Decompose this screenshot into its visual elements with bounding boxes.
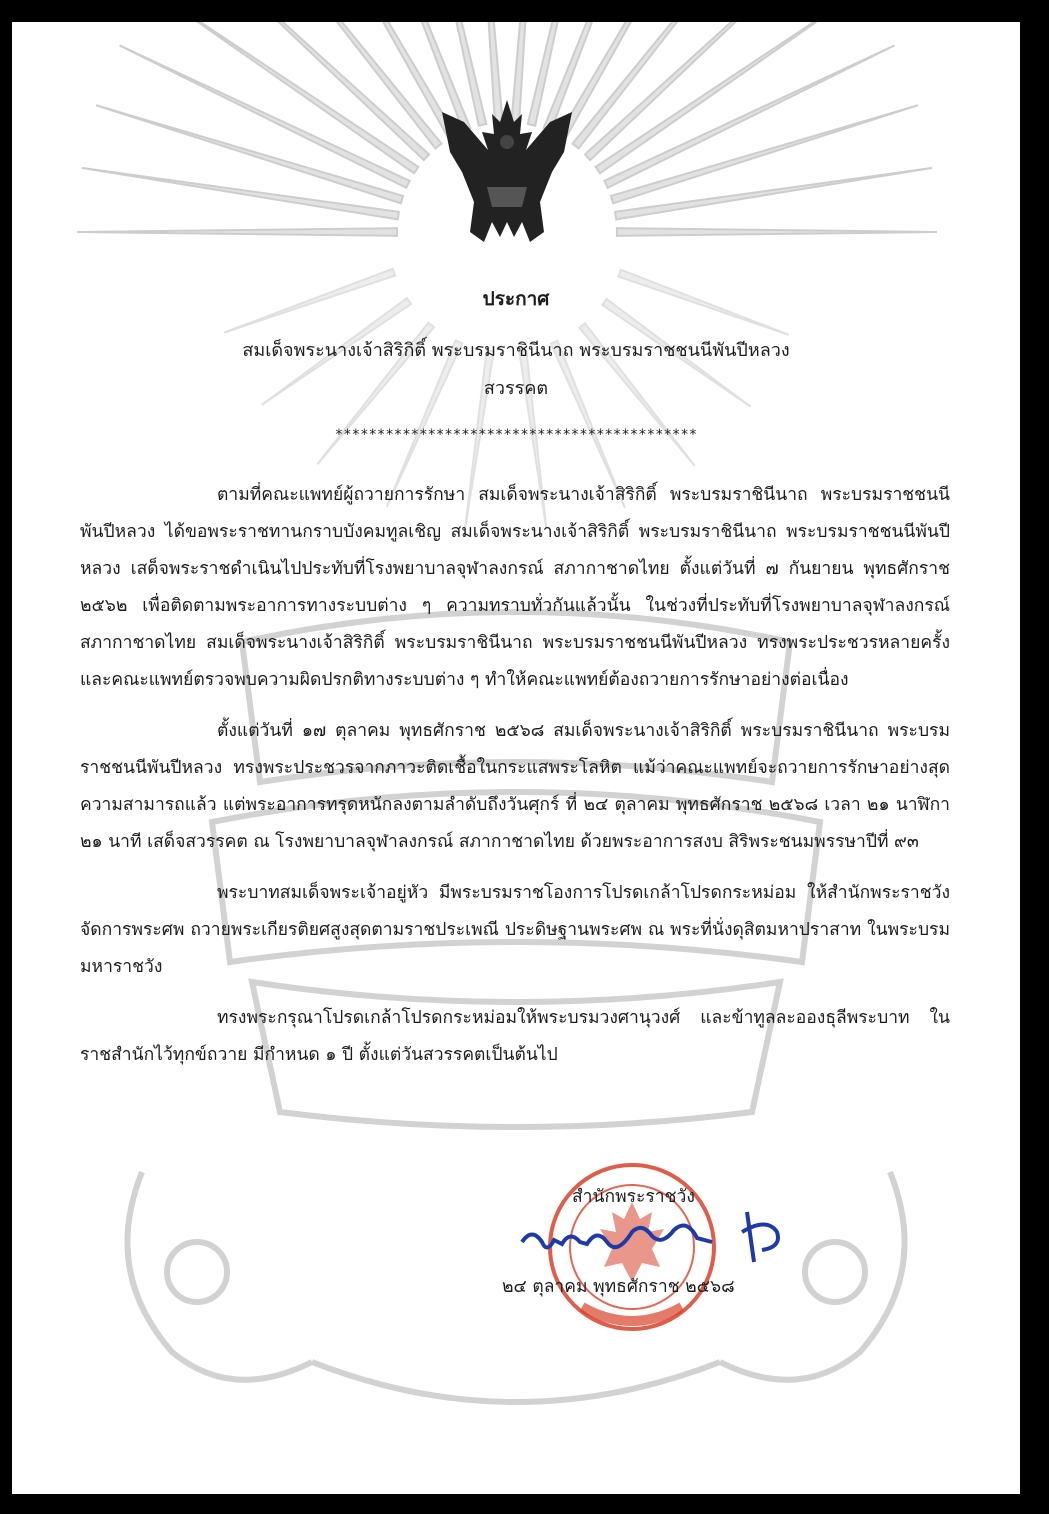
body-paragraph: ตั้งแต่วันที่ ๑๗ ตุลาคม พุทธศักราช ๒๕๖๘ สมเด็จพระนางเจ้าสิริกิติ์ พระบรมราชินีนาถ พระบรมราชชนนีพันปีหลวง ทรงพระประชวรจากภาวะติดเชื้อในกระแสพระโลหิต แม้ว่าคณะแพทย์จะถวายการรักษาอย่างสุดความสามารถแล้ว แต่พระอาการทรุดหนักลงตามลำดับถึงวันศุกร์ ที่ ๒๔ ตุลาคม พุทธศักราช ๒๕๖๘ เวลา ๒๑ นาฬิกา ๒๑ นาที เสด็จสวรรคต ณ โรงพยาบาลจุฬาลงกรณ์ สภากาชาดไทย ด้วยพระอาการสงบ สิริพระชนมพรรษาปีที่ ๙๓ [80,721,950,852]
subject-line-2: สวรรคต [483,378,549,399]
subject-line-1: สมเด็จพระนางเจ้าสิริกิติ์ พระบรมราชินีนาถ พระบรมราชชนนีพันปีหลวง [242,340,790,361]
announcement-subject [12,332,1020,408]
signature-date: ๒๔ ตุลาคม พุทธศักราช ๒๕๖๘ [502,1277,735,1297]
body-paragraph: ทรงพระกรุณาโปรดเกล้าโปรดกระหม่อมให้พระบรมวงศานุวงศ์ และข้าทูลละอองธุลีพระบาท ในราชสำนักไว้ทุกข์ถวาย มีกำหนด ๑ ปี ตั้งแต่วันสวรรคตเป็นต้นไป [80,1008,950,1065]
announcement-body [80,477,950,1088]
body-paragraph: พระบาทสมเด็จพระเจ้าอยู่หัว มีพระบรมราชโองการโปรดเกล้าโปรดกระหม่อม ให้สำนักพระราชวัง จัดการพระศพ ถวายพระเกียรติยศสูงสุดตามราชประเพณี ประดิษฐานพระศพ ณ พระที่นั่งดุสิตมหาปราสาท ในพระบรมมหาราชวัง [80,883,950,977]
asterisk-separator: ******************************************* [334,427,698,443]
announcement-content [12,22,1020,1494]
announcement-title: ประกาศ [482,288,550,310]
body-paragraph: ตามที่คณะแพทย์ผู้ถวายการรักษา สมเด็จพระนางเจ้าสิริกิติ์ พระบรมราชินีนาถ พระบรมราชชนนีพันปีหลวง ได้ขอพระราชทานกราบบังคมทูลเชิญ สมเด็จพระนางเจ้าสิริกิติ์ พระบรมราชินีนาถ พระบรมราชชนนีพันปีหลวง เสด็จพระราชดำเนินไปประทับที่โรงพยาบาลจุฬาลงกรณ์ สภากาชาดไทย ตั้งแต่วันที่ ๗ กันยายน พุทธศักราช ๒๕๖๒ เพื่อติดตามพระอาการทางระบบต่าง ๆ ความทราบทั่วกันแล้วนั้น ในช่วงที่ประทับที่โรงพยาบาลจุฬาลงกรณ์ สภากาชาดไทย สมเด็จพระนางเจ้าสิริกิติ์ พระบรมราชินีนาถ พระบรมราชชนนีพันปีหลวง ทรงพระประชวรหลายครั้ง และคณะแพทย์ตรวจพบความผิดปรกติทางระบบต่าง ๆ ทำให้คณะแพทย์ต้องถวายการรักษาอย่างต่อเนื่อง [80,485,950,690]
signature-office: สำนักพระราชวัง [572,1187,695,1207]
signature-block [492,1172,822,1322]
announcement-paper [12,22,1020,1494]
